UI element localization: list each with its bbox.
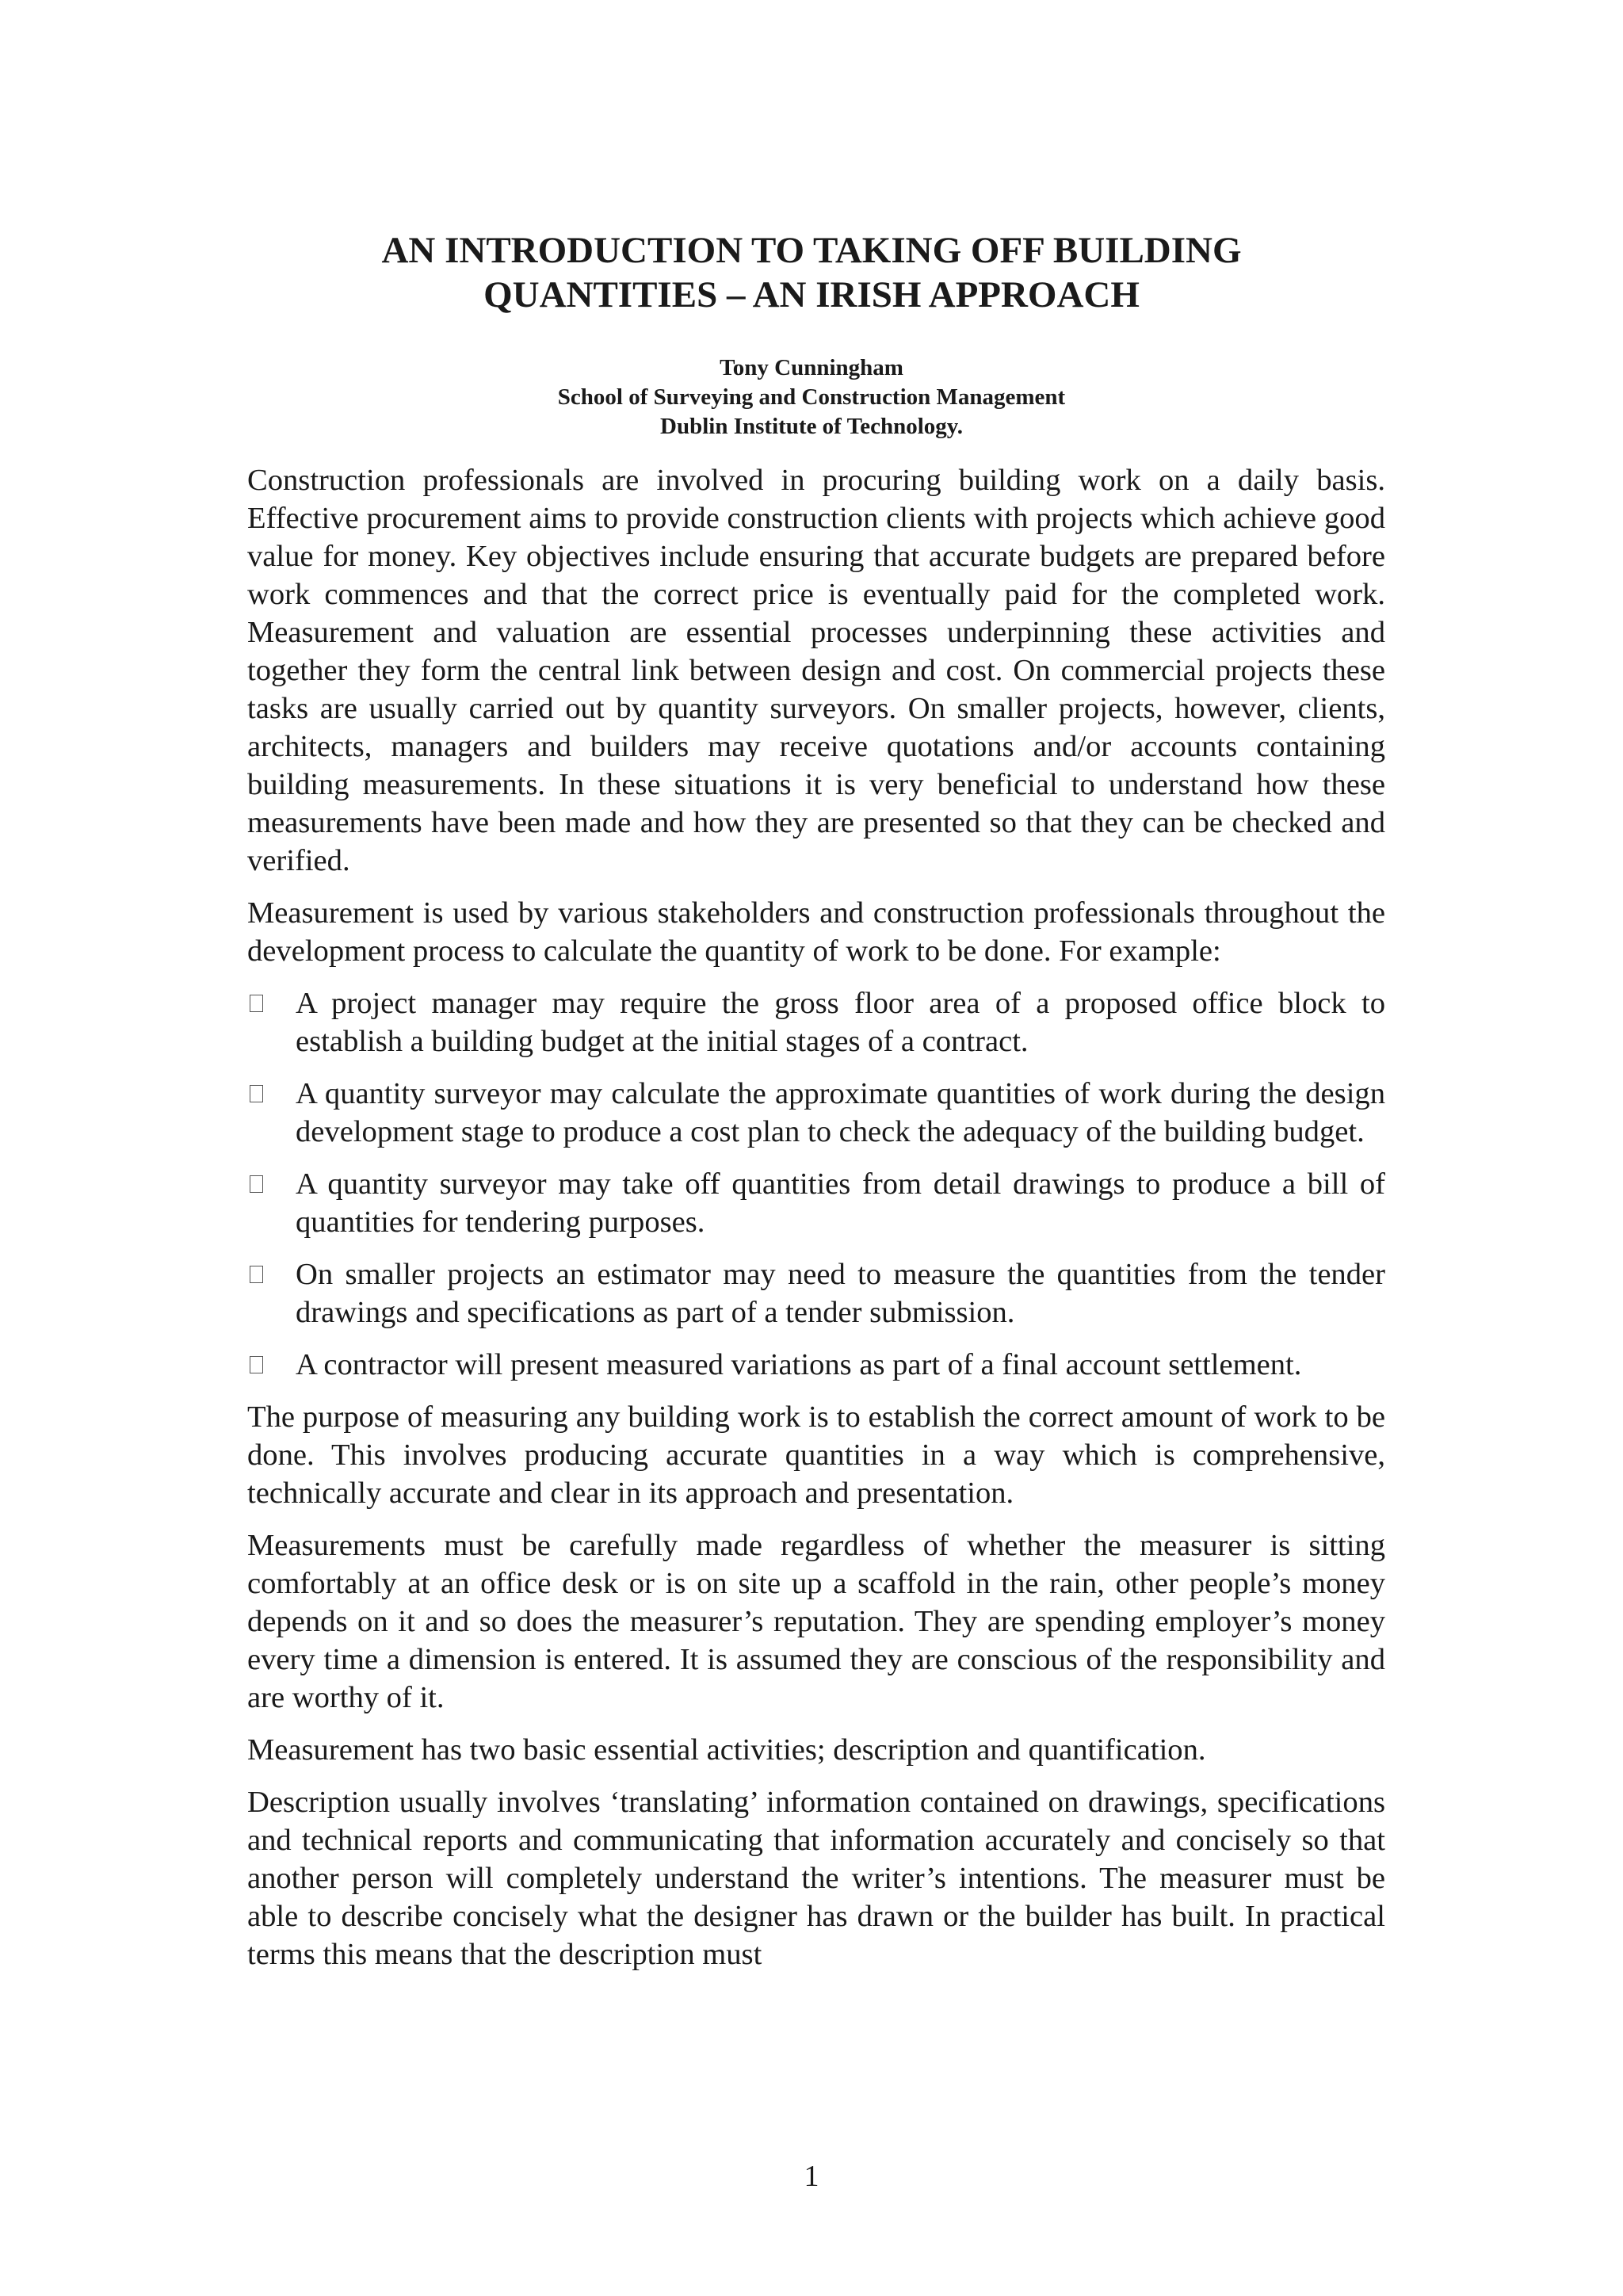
page-number: 1 <box>804 2160 819 2193</box>
paragraph: Measurements must be carefully made regardless of whether the measurer is sitting comfortably at an office desk or is on site up a scaffold in the rain, other people’s money depends on it and so does the measurer’s reputation. They are spending employer’s money every time a dimension is entered. It is assumed they are conscious of the responsibility and are worthy of it. <box>247 1529 1385 1714</box>
list-item-text: On smaller projects an estimator may need to measure the quantities from the tender drawings and specifications as part of a tender submission. <box>296 1258 1385 1329</box>
list-item <box>247 984 1385 1060</box>
author-name: Tony Cunningham <box>720 355 903 380</box>
bullet-box-icon <box>250 1175 263 1193</box>
author-block <box>238 353 1385 441</box>
paragraph: Description usually involves ‘translating’ information contained on drawings, specifications and technical reports and communicating that information accurately and concisely so that another person will completely understand the writer’s intentions. The measurer must be able to describe concisely what the designer has drawn or the builder has built. In practical terms this means that the description must <box>247 1786 1385 1971</box>
paragraph: Measurement has two basic essential activities; description and quantification. <box>247 1733 1206 1767</box>
paragraph: Construction professionals are involved in procuring building work on a daily basis. Effective procurement aims to provide construction clients with projects which achieve good value for money. Key objectives include ensuring that accurate budgets are prepared before work commences and that the correct price is eventually paid for the completed work. Measurement and valuation are essential processes underpinning these activities and together they form the central link between design and cost. On commercial projects these tasks are usually carried out by quantity surveyors. On smaller projects, however, clients, architects, managers and builders may receive quotations and/or accounts containing building measurements. In these situations it is very beneficial to understand how these measurements have been made and how they are presented so that they can be checked and verified. <box>247 464 1385 877</box>
bullet-box-icon <box>250 1266 263 1283</box>
author-institution: Dublin Institute of Technology. <box>660 414 963 439</box>
list-item-text: A project manager may require the gross floor area of a proposed office block to establish a building budget at the initial stages of a contract. <box>296 987 1385 1058</box>
list-item <box>247 1075 1385 1151</box>
bullet-box-icon <box>250 995 263 1012</box>
paragraph: Measurement is used by various stakeholders and construction professionals throughout the development process to calculate the quantity of work to be done. For example: <box>247 896 1385 968</box>
bullet-box-icon <box>250 1356 263 1373</box>
author-department: School of Surveying and Construction Management <box>557 384 1066 410</box>
document-title <box>238 228 1385 317</box>
list-item <box>247 1255 1385 1331</box>
title-line-1: AN INTRODUCTION TO TAKING OFF BUILDING <box>381 230 1242 271</box>
title-line-2: QUANTITIES – AN IRISH APPROACH <box>483 274 1140 315</box>
list-item-text: A quantity surveyor may calculate the approximate quantities of work during the design development stage to produce a cost plan to check the adequacy of the building budget. <box>296 1077 1385 1148</box>
bullet-box-icon <box>250 1085 263 1102</box>
list-item <box>247 1165 1385 1241</box>
list-item-text: A quantity surveyor may take off quantities from detail drawings to produce a bill of quantities for tendering purposes. <box>296 1167 1385 1239</box>
list-item-text: A contractor will present measured variations as part of a final account settlement. <box>296 1348 1302 1381</box>
example-list <box>247 984 1385 1384</box>
document-body <box>247 461 1385 1988</box>
list-item <box>247 1346 1385 1384</box>
paragraph: The purpose of measuring any building work is to establish the correct amount of work to be done. This involves producing accurate quantities in a way which is comprehensive, technically accurate and clear in its approach and presentation. <box>247 1400 1385 1510</box>
